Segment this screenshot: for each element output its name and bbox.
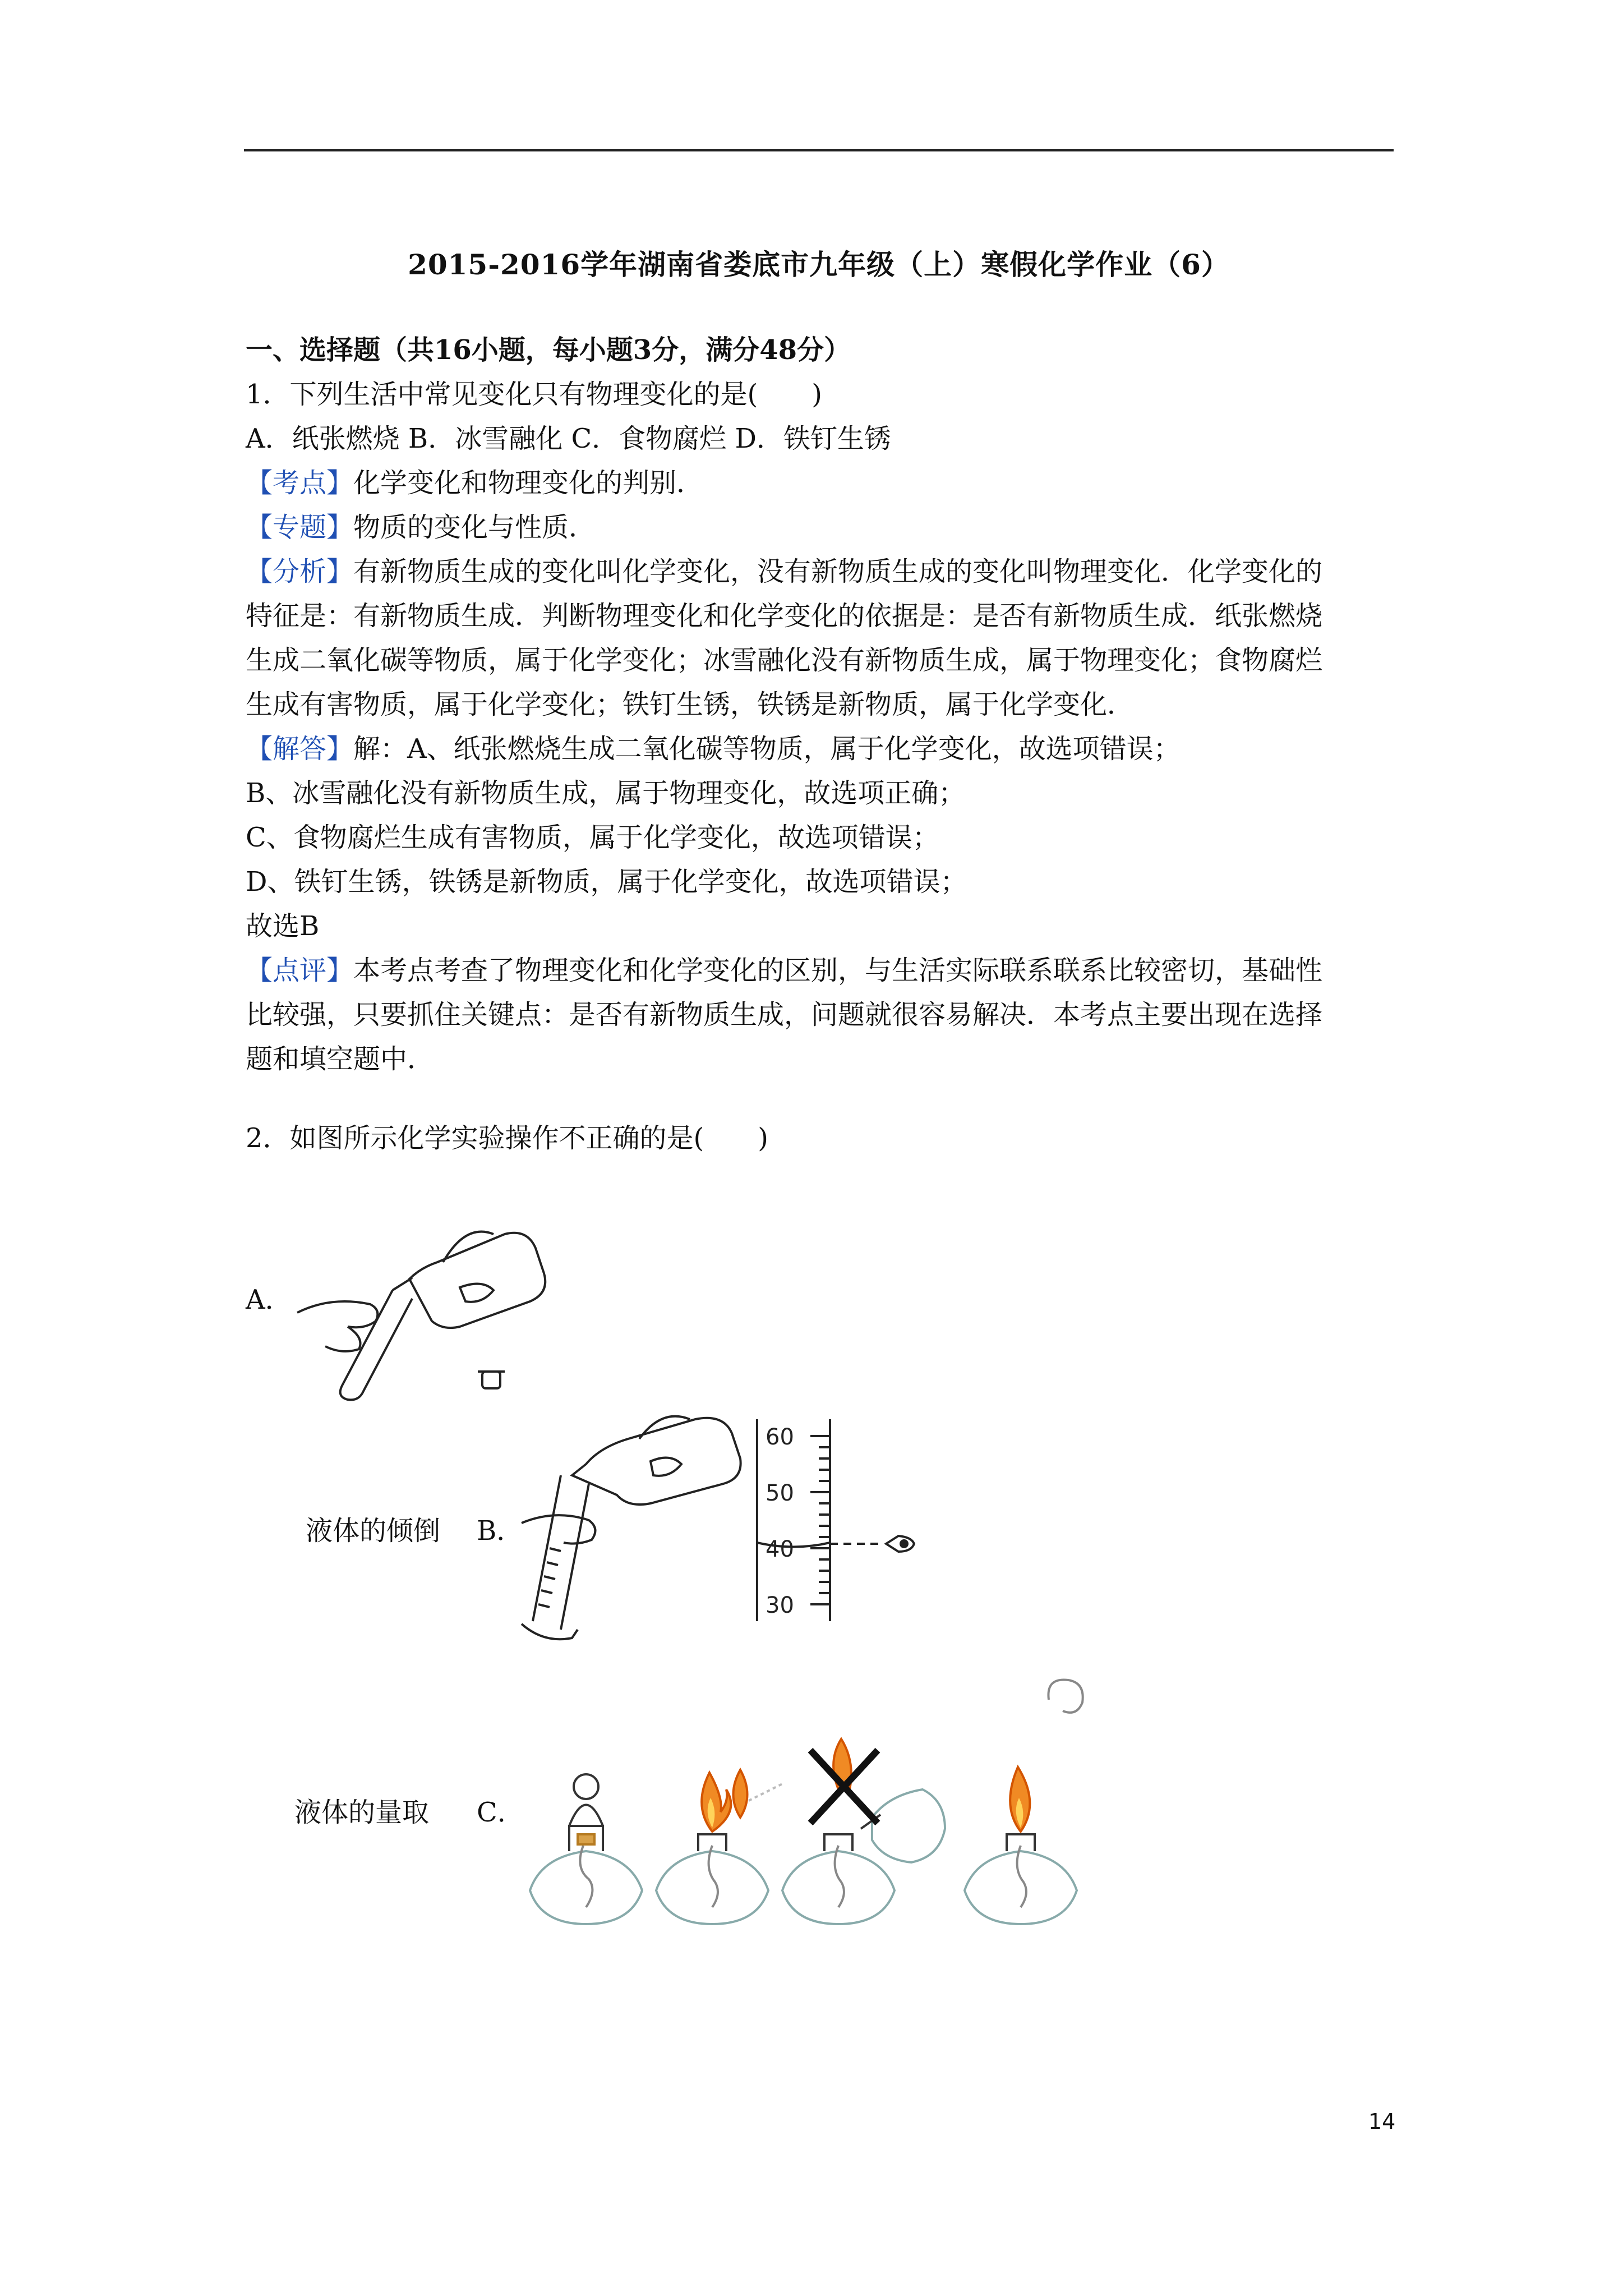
q1-jieda-line-4: D、铁钉生锈，铁锈是新物质，属于化学变化，故选项错误； [246, 866, 967, 898]
alcohol-lamp-capped [530, 1774, 642, 1924]
figure-b-cylinder-pour [510, 1408, 757, 1655]
q1-fenxi-line-1 [246, 550, 1395, 594]
alcohol-lamp-lit-1 [656, 1770, 782, 1924]
option-b-label: B． [477, 1515, 524, 1547]
option-c-label: C． [477, 1797, 524, 1828]
option-a-label: A． [246, 1284, 292, 1315]
q1-fenxi-line-4: 生成有害物质，属于化学变化；铁钉生锈，铁锈是新物质，属于化学变化． [246, 689, 1135, 720]
tick-label-50: 50 [766, 1480, 794, 1506]
fenxi-tag: 【分析】 [246, 556, 354, 587]
header-rule [244, 149, 1394, 151]
q1-jieda-line-5: 故选B [246, 910, 320, 942]
q2-stem: 2．如图所示化学实验操作不正确的是( ) [246, 1122, 768, 1154]
page-title: 2015-2016学年湖南省娄底市九年级（上）寒假化学作业（6） [408, 248, 1230, 281]
tick-label-60: 60 [766, 1424, 794, 1450]
jieda-text-1: 解：A、纸张燃烧生成二氧化碳等物质，属于化学变化，故选项错误； [353, 733, 1181, 765]
figure-a-pouring [280, 1184, 550, 1408]
document-body [246, 328, 1395, 1161]
q1-zhuanti [246, 505, 1395, 550]
section-heading: 一、选择题（共16小题，每小题3分，满分48分） [246, 334, 851, 366]
caption-c: 液体的量取 [294, 1797, 430, 1828]
zhuanti-tag: 【专题】 [246, 512, 354, 543]
dianping-tag: 【点评】 [246, 955, 354, 986]
zhuanti-text: 物质的变化与性质． [353, 512, 596, 543]
q1-dianping-line-3: 题和填空题中． [246, 1043, 435, 1075]
figure-c-alcohol-lamps [519, 1677, 1102, 1947]
q1-fenxi-line-3: 生成二氧化碳等物质，属于化学变化；冰雪融化没有新物质生成，属于物理变化；食物腐烂 [246, 645, 1323, 676]
kaodian-tag: 【考点】 [246, 467, 354, 499]
caption-b: 液体的倾倒 [306, 1515, 441, 1547]
q1-jieda-line-3: C、食物腐烂生成有害物质，属于化学变化，故选项错误； [246, 822, 939, 853]
tick-label-40: 40 [766, 1536, 794, 1562]
page-number: 14 [1368, 2109, 1396, 2134]
q1-jieda-line-2: B、冰雪融化没有新物质生成，属于物理变化，故选项正确； [246, 777, 966, 809]
dianping-text-1: 本考点考查了物理变化和化学变化的区别，与生活实际联系联系比较密切，基础性 [353, 955, 1323, 986]
q1-fenxi-line-2: 特征是：有新物质生成．判断物理变化和化学变化的依据是：是否有新物质生成．纸张燃烧 [246, 600, 1323, 632]
figure-b-reading-scale [746, 1414, 931, 1627]
jieda-tag: 【解答】 [246, 733, 354, 765]
q1-dianping-line-2: 比较强，只要抓住关键点：是否有新物质生成，问题就很容易解决．本考点主要出现在选择 [246, 999, 1323, 1030]
q1-stem: 1．下列生活中常见变化只有物理变化的是( ) [246, 379, 822, 410]
q1-dianping-line-1 [246, 949, 1395, 993]
kaodian-text: 化学变化和物理变化的判别． [353, 467, 704, 499]
q1-kaodian [246, 461, 1395, 505]
q1-jieda-line-1 [246, 727, 1395, 771]
q1-options: A．纸张燃烧 B．冰雪融化 C．食物腐烂 D．铁钉生锈 [246, 423, 891, 454]
alcohol-lamp-lit-2 [965, 1680, 1083, 1924]
fenxi-text-1: 有新物质生成的变化叫化学变化，没有新物质生成的变化叫物理变化．化学变化的 [353, 556, 1323, 587]
tick-label-30: 30 [766, 1593, 794, 1618]
alcohol-lamp-wrong [782, 1739, 945, 1924]
